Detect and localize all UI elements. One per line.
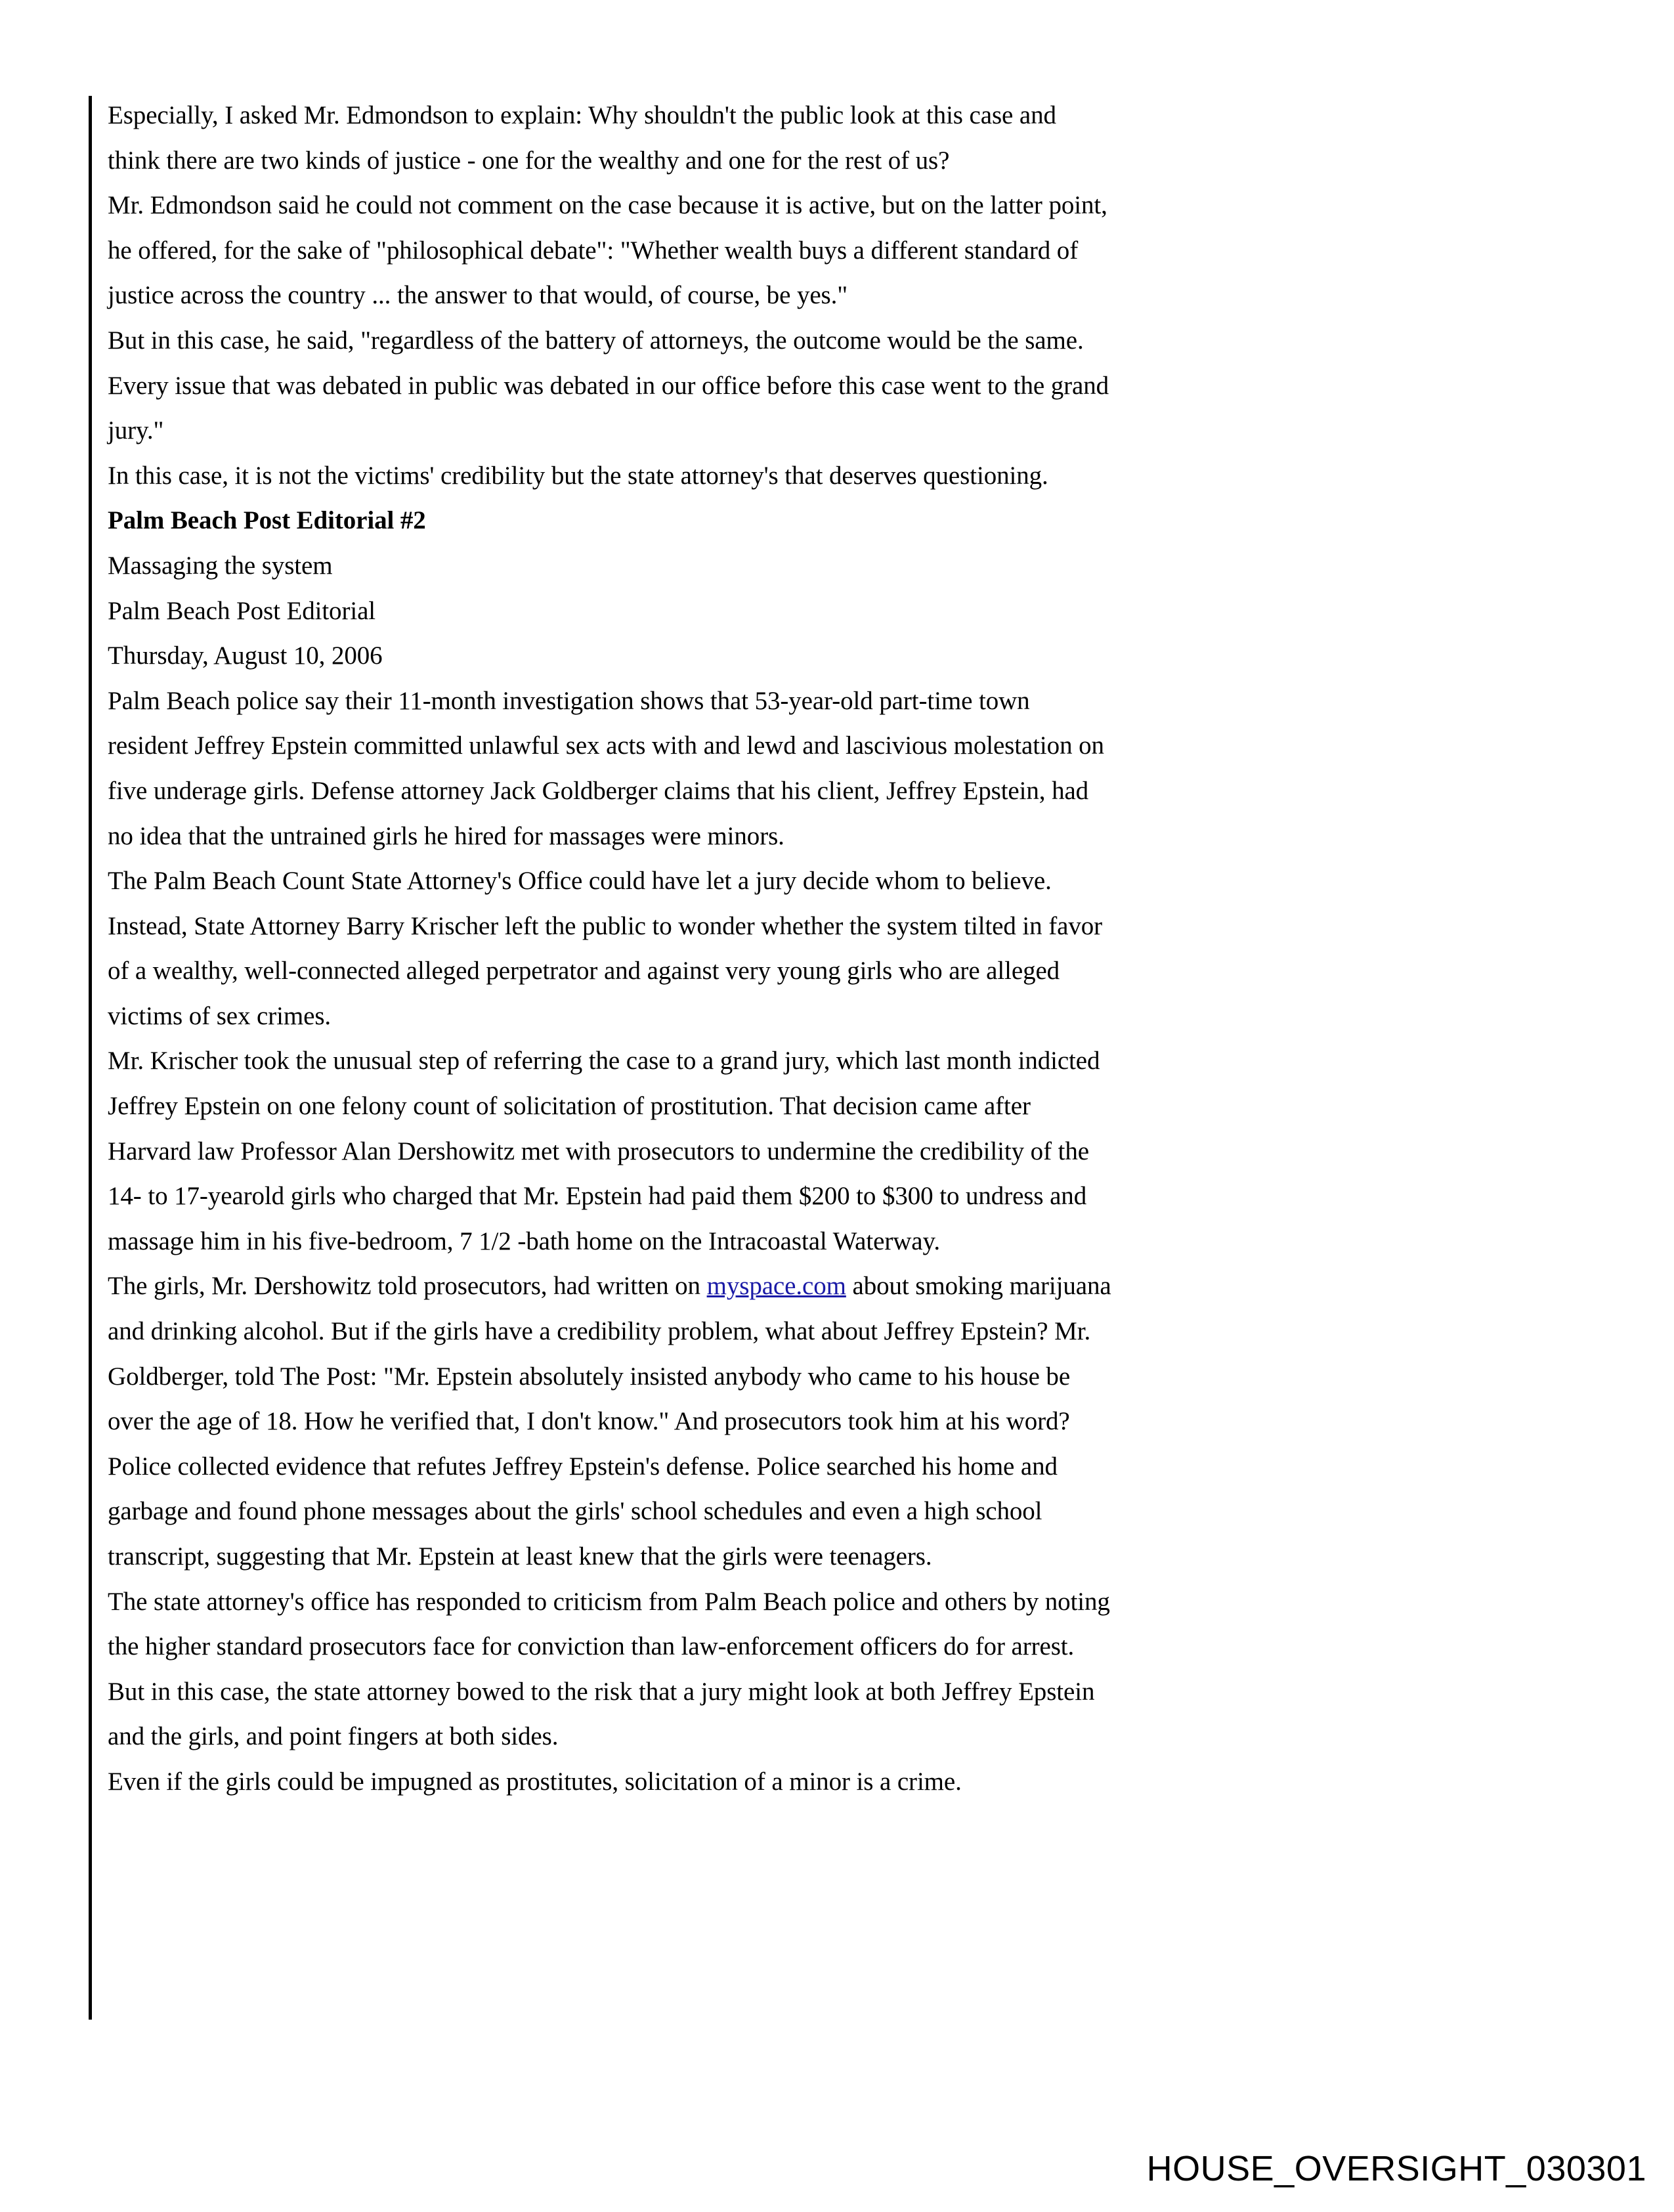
paragraph xyxy=(108,1264,1112,1444)
paragraph-text: about smoking marijuana and drinking alcohol. But if the girls have a credibility problem, what about Jeffrey Epstein? Mr. Goldberger, told The Post: "Mr. Epstein absolutely insisted anybody who came to his house be over the age of 18. How he verified that, I don't know." And prosecutors took him at his word? xyxy=(108,1272,1111,1436)
paragraph: The Palm Beach Count State Attorney's Office could have let a jury decide whom to believe. Instead, State Attorney Barry Krischer left the public to wonder whether the system tilted in favor of a wealthy, well-connected alleged perpetrator and against very young girls who are alleged victims of sex crimes. xyxy=(108,867,1103,1030)
article-headline: Massaging the system xyxy=(108,551,333,580)
paragraph: Police collected evidence that refutes Jeffrey Epstein's defense. Police searched his home and garbage and found phone messages about the girls' school schedules and even a high school transcript, suggesting that Mr. Epstein at least knew that the girls were teenagers. xyxy=(108,1452,1058,1571)
paragraph-text: The girls, Mr. Dershowitz told prosecutors, had written on xyxy=(108,1272,707,1301)
article-date: Thursday, August 10, 2006 xyxy=(108,641,383,670)
section-heading: Palm Beach Post Editorial #2 xyxy=(108,506,426,535)
revision-bar xyxy=(89,96,92,2020)
paragraph: Even if the girls could be impugned as prostitutes, solicitation of a minor is a crime. xyxy=(108,1767,962,1796)
paragraph: In this case, it is not the victims' credibility but the state attorney's that deserves questioning. xyxy=(108,461,1048,490)
paragraph: Palm Beach police say their 11-month investigation shows that 53-year-old part-time town resident Jeffrey Epstein committed unlawful sex acts with and lewd and lascivious molestation on five underage girls. Defense attorney Jack Goldberger claims that his client, Jeffrey Epstein, had no idea that the untrained girls he hired for massages were minors. xyxy=(108,686,1104,850)
article-source: Palm Beach Post Editorial xyxy=(108,596,376,625)
paragraph: Especially, I asked Mr. Edmondson to explain: Why shouldn't the public look at this case and think there are two kinds of justice - one for the wealthy and one for the rest of us? xyxy=(108,101,1056,175)
paragraph: But in this case, he said, "regardless of the battery of attorneys, the outcome would be the same. Every issue that was debated in public was debated in our office before this case went to the grand jury." xyxy=(108,326,1109,445)
document-id: HOUSE_OVERSIGHT_030301 xyxy=(1146,2149,1646,2188)
document-body xyxy=(108,93,1112,1805)
paragraph: The state attorney's office has responded to criticism from Palm Beach police and others by noting the higher standard prosecutors face for conviction than law-enforcement officers do for arrest. But in this case, the state attorney bowed to the risk that a jury might look at both Jeffrey Epstein and the girls, and point fingers at both sides. xyxy=(108,1587,1110,1751)
myspace-link[interactable]: myspace.com xyxy=(706,1272,846,1301)
paragraph: Mr. Edmondson said he could not comment on the case because it is active, but on the latter point, he offered, for the sake of "philosophical debate": "Whether wealth buys a different standard of justice across the country ... the answer to that would, of course, be yes." xyxy=(108,191,1107,310)
paragraph: Mr. Krischer took the unusual step of referring the case to a grand jury, which last month indicted Jeffrey Epstein on one felony count of solicitation of prostitution. That decision came after Harvard law Professor Alan Dershowitz met with prosecutors to undermine the credibility of the 14- to 17-yearold girls who charged that Mr. Epstein had paid them $200 to $300 to undress and massage him in his five-bedroom, 7 1/2 -bath home on the Intracoastal Waterway. xyxy=(108,1047,1100,1255)
